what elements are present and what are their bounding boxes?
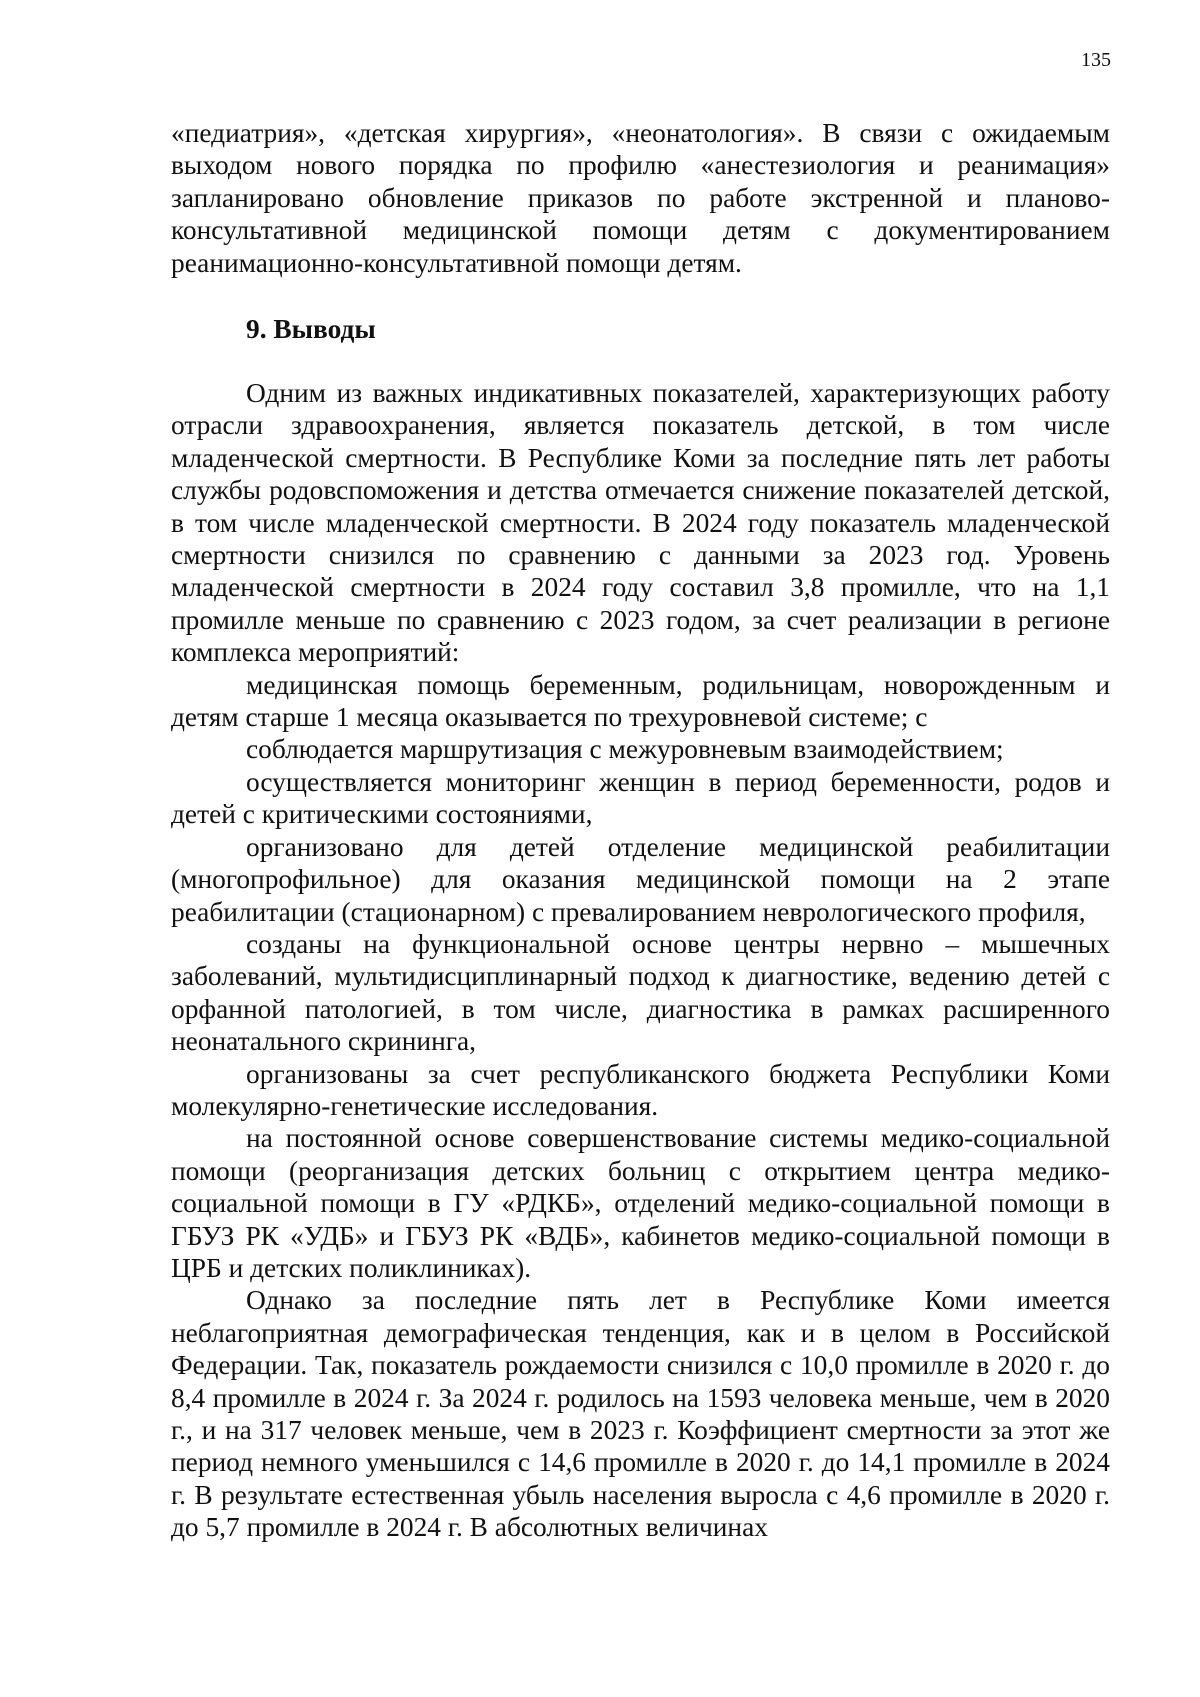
paragraph-infant-mortality: Одним из важных индикативных показателей, характеризующих работу отрасли здравоохранения, является показатель детской, в том числе младенческой смертности. В Республике Коми за последние пять лет работы службы родовспоможения и детства отмечается снижение показателей детской, в том числе младенческой смертности. В 2024 году показатель младенческой смертности снизился по сравнению с данными за 2023 год. Уровень младенческой смертности в 2024 году составил 3,8 промилле, что на 1,1 промилле меньше по сравнению с 2023 годом, за счет реализации в регионе комплекса мероприятий:	[171, 378, 1110, 668]
list-item-medico-social-help: на постоянной основе совершенствование системы медико-социальной помощи (реорганизация детских больниц с открытием центра медико-социальной помощи в ГУ «РДКБ», отделений медико-социальной помощи в ГБУЗ РК «УДБ» и ГБУЗ РК «ВДБ», кабинетов медико-социальной помощи в ЦРБ и детских поликлиниках).	[171, 1123, 1110, 1283]
list-item-three-level-care: медицинская помощь беременным, родильницам, новорожденным и детям старше 1 месяца оказывается по трехуровневой системе; с	[171, 669, 1110, 733]
intro-paragraph: «педиатрия», «детская хирургия», «неонатология». В связи с ожидаемым выходом нового порядка по профилю «анестезиология и реанимация» запланировано обновление приказов по работе экстренной и планово-консультативной медицинской помощи детям с документированием реанимационно-консультативной помощи детям.	[171, 118, 1110, 278]
list-item-monitoring: осуществляется мониторинг женщин в период беременности, родов и детей с критическими состояниями,	[171, 766, 1110, 830]
list-item-neuromuscular-centers: созданы на функциональной основе центры нервно – мышечных заболеваний, мультидисциплинарный подход к диагностике, ведению детей с орфанной патологией, в том числе, диагностика в рамках расширенного неонатального скрининга,	[171, 928, 1110, 1057]
conclusions-body	[171, 377, 1110, 1544]
list-item-routing: соблюдается маршрутизация с межуровневым взаимодействием;	[246, 734, 1004, 765]
intro-block	[171, 117, 1110, 279]
list-item-rehabilitation: организовано для детей отделение медицинской реабилитации (многопрофильное) для оказания медицинской помощи на 2 этапе реабилитации (стационарном) с превалированием неврологического профиля,	[171, 831, 1110, 927]
paragraph-demographic-trend: Однако за последние пять лет в Республике Коми имеется неблагоприятная демографическая тенденция, как и в целом в Российской Федерации. Так, показатель рождаемости снизился с 10,0 промилле в 2020 г. до 8,4 промилле в 2024 г. За 2024 г. родилось на 1593 человека меньше, чем в 2020 г., и на 317 человек меньше, чем в 2023 г. Коэффициент смертности за этот же период немного уменьшился с 14,6 промилле в 2020 г. до 14,1 промилле в 2024 г. В результате естественная убыль населения выросла с 4,6 промилле в 2020 г. до 5,7 промилле в 2024 г. В абсолютных величинах	[171, 1285, 1110, 1543]
page-number: 135	[1081, 49, 1111, 71]
section-heading: 9. Выводы	[246, 314, 376, 344]
list-item-genetic-research: организованы за счет республиканского бюджета Республики Коми молекулярно-генетические исследования.	[171, 1058, 1110, 1121]
